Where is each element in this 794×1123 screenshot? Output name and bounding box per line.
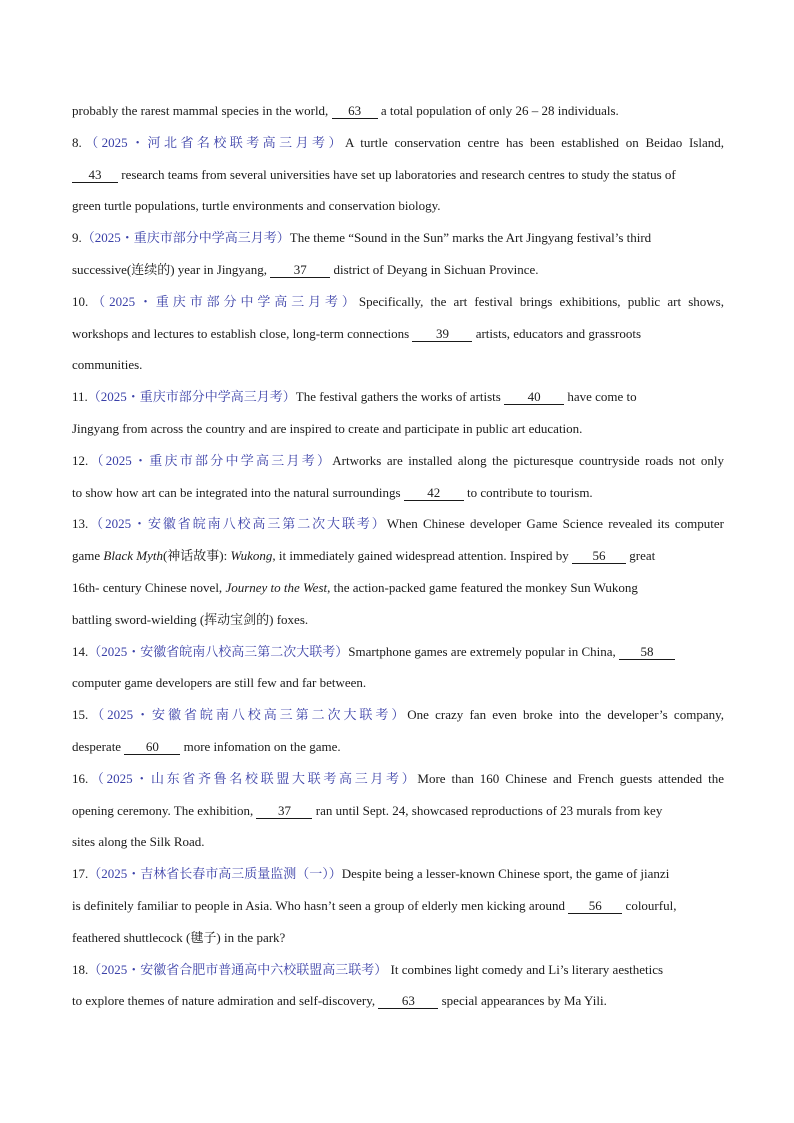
text-segment: One crazy fan even broke into the developer’s company, <box>407 707 724 723</box>
title-italic: Black Myth <box>103 548 163 564</box>
text-segment: feathered shuttlecock (毽子) in the park? <box>72 929 286 945</box>
answer-blank: 40 <box>504 390 564 405</box>
question-17 <box>72 858 724 890</box>
text-segment: is definitely familiar to people in Asia. Who hasn’t seen a group of elderly men kicking around <box>72 897 569 913</box>
text-segment: It combines light comedy and Li’s literary aesthetics <box>387 961 664 977</box>
answer-blank: 42 <box>404 486 464 501</box>
answer-blank: 37 <box>256 804 312 819</box>
document-body <box>72 95 724 1017</box>
question-source: （2025・重庆市部分中学高三月考） <box>88 452 333 468</box>
title-italic: Wukong <box>230 548 273 564</box>
question-number: 15. <box>72 707 89 723</box>
question-11 <box>72 381 724 413</box>
question-source: （2025・吉林省长春市高三质量监测（一）） <box>88 866 342 882</box>
question-source: （2025・安徽省皖南八校高三第二次大联考） <box>88 707 408 723</box>
answer-blank: 56 <box>568 899 622 914</box>
question-number: 18. <box>72 961 89 977</box>
answer-blank: 39 <box>412 327 472 342</box>
text-segment: to contribute to tourism. <box>463 484 593 500</box>
question-13-line <box>72 604 724 636</box>
question-source: （2025・安徽省皖南八校高三第二次大联考） <box>88 643 349 659</box>
text-segment: probably the rarest mammal species in the world, <box>72 103 332 118</box>
answer-blank: 63 <box>378 994 438 1009</box>
question-13-line <box>72 540 724 572</box>
question-source: （2025・重庆市部分中学高三月考） <box>88 293 359 309</box>
question-12 <box>72 445 724 477</box>
question-number: 9. <box>72 230 82 246</box>
question-14 <box>72 636 724 668</box>
text-segment: game <box>72 548 104 564</box>
answer-blank: 60 <box>124 740 180 755</box>
question-number: 17. <box>72 866 89 882</box>
text-segment: Despite being a lesser-known Chinese sport, the game of jianzi <box>341 866 670 882</box>
answer-blank: 43 <box>72 168 118 183</box>
question-continuation-line <box>72 95 724 127</box>
question-18-line <box>72 985 724 1017</box>
text-segment: Smartphone games are extremely popular in China, <box>348 643 620 659</box>
question-10-line <box>72 349 724 381</box>
question-13 <box>72 508 724 540</box>
question-number: 14. <box>72 643 89 659</box>
question-10 <box>72 286 724 318</box>
question-8-line <box>72 159 724 191</box>
question-source: （2025・山东省齐鲁名校联盟大联考高三月考） <box>88 770 418 786</box>
text-segment: communities. <box>72 357 143 373</box>
question-number: 16. <box>72 770 89 786</box>
question-17-line <box>72 922 724 954</box>
text-segment: to explore themes of nature admiration and self-discovery, <box>72 993 379 1009</box>
answer-blank: 37 <box>270 263 330 278</box>
text-segment: When Chinese developer Game Science revealed its computer <box>386 516 724 532</box>
text-segment: artists, educators and grassroots <box>472 325 642 341</box>
question-11-line <box>72 413 724 445</box>
question-13-line <box>72 572 724 604</box>
text-segment: a total population of only 26 – 28 individuals. <box>377 103 619 118</box>
question-9-line <box>72 254 724 286</box>
text-segment: desperate <box>72 738 125 754</box>
question-source: （2025・重庆市部分中学高三月考） <box>81 230 290 246</box>
text-segment: Jingyang from across the country and are inspired to create and participate in public art education. <box>72 420 583 436</box>
text-segment: A turtle conservation centre has been established on Beidao Island, <box>344 134 724 150</box>
text-segment: successive(连续的) year in Jingyang, <box>72 261 271 277</box>
question-14-line <box>72 667 724 699</box>
text-segment: to show how art can be integrated into the natural surroundings <box>72 484 404 500</box>
text-segment: The theme “Sound in the Sun” marks the Art Jingyang festival’s third <box>289 230 652 246</box>
question-source: （2025・重庆市部分中学高三月考） <box>87 389 296 405</box>
text-segment: colourful, <box>622 897 677 913</box>
question-17-line <box>72 890 724 922</box>
text-segment: (神话故事): <box>162 548 231 564</box>
question-source: （2025・安徽省皖南八校高三第二次大联考） <box>88 516 387 532</box>
question-8 <box>72 127 724 159</box>
question-15-line <box>72 731 724 763</box>
text-segment: great <box>626 548 656 564</box>
text-segment: computer game developers are still few and far between. <box>72 675 367 691</box>
text-segment: more infomation on the game. <box>180 738 341 754</box>
text-segment: battling sword-wielding (挥动宝剑的) foxes. <box>72 611 309 627</box>
question-number: 11. <box>72 389 88 405</box>
question-9 <box>72 222 724 254</box>
answer-blank: 63 <box>332 104 378 119</box>
question-source: （2025・河北省名校联考高三月考） <box>81 134 345 150</box>
text-segment: The festival gathers the works of artists <box>295 389 505 405</box>
text-segment: , it immediately gained widespread attention. Inspired by <box>272 548 573 564</box>
text-segment: have come to <box>564 389 637 405</box>
question-16-line <box>72 795 724 827</box>
text-segment: research teams from several universities have set up laboratories and research centres to study the status of <box>118 166 676 182</box>
question-number: 10. <box>72 293 89 309</box>
text-segment: district of Deyang in Sichuan Province. <box>330 261 539 277</box>
text-segment: More than 160 Chinese and French guests attended the <box>417 770 724 786</box>
text-segment: workshops and lectures to establish close, long-term connections <box>72 325 413 341</box>
text-segment: Artworks are installed along the picturesque countryside roads not only <box>332 452 724 468</box>
question-number: 12. <box>72 452 89 468</box>
question-18 <box>72 954 724 986</box>
text-segment: 16th- century Chinese novel, <box>72 579 226 595</box>
question-number: 13. <box>72 516 89 532</box>
question-16 <box>72 763 724 795</box>
question-12-line <box>72 477 724 509</box>
text-segment: green turtle populations, turtle environments and conservation biology. <box>72 198 441 214</box>
question-15 <box>72 699 724 731</box>
text-segment: , the action-packed game featured the monkey Sun Wukong <box>327 579 638 595</box>
answer-blank: 56 <box>572 549 626 564</box>
text-segment: opening ceremony. The exhibition, <box>72 802 257 818</box>
title-italic: Journey to the West <box>225 579 328 595</box>
question-8-line <box>72 190 724 222</box>
question-number: 8. <box>72 134 82 150</box>
question-16-line <box>72 826 724 858</box>
text-segment: Specifically, the art festival brings exhibitions, public art shows, <box>358 293 724 309</box>
question-10-line <box>72 318 724 350</box>
answer-blank: 58 <box>619 645 675 660</box>
text-segment: ran until Sept. 24, showcased reproductions of 23 murals from key <box>312 802 663 818</box>
text-segment: sites along the Silk Road. <box>72 834 205 850</box>
question-source: （2025・安徽省合肥市普通高中六校联盟高三联考） <box>88 961 388 977</box>
text-segment: special appearances by Ma Yili. <box>438 993 607 1009</box>
